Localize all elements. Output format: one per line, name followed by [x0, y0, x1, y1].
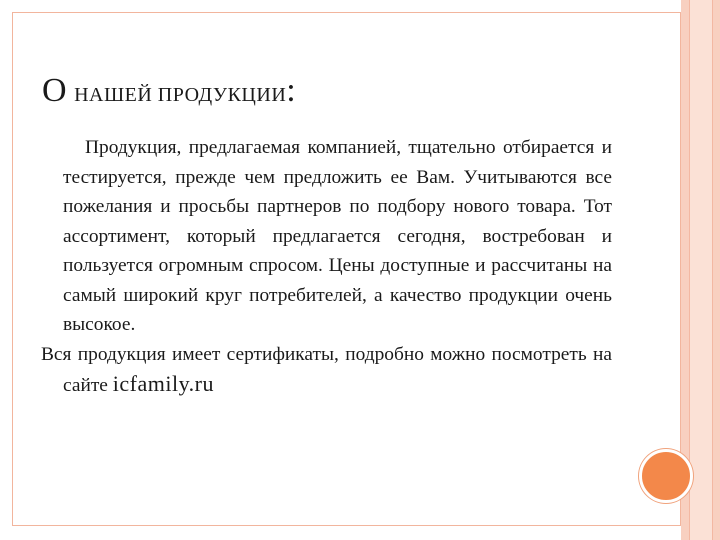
title-colon: :	[286, 72, 297, 109]
paragraph-products: Продукция, предлагаемая компанией, тщательно отбирается и тестируется, прежде чем предложить ее Вам. Учитываются все пожелания и просьбы партнеров по подбору нового товара. Тот ассортимент, который предлагается сегодня, востребован и пользуется огромным спросом. Цены доступные и рассчитаны на самый широкий круг потребителей, а качество продукции очень высокое.	[63, 137, 612, 335]
decorative-circle	[639, 449, 693, 503]
title-first-letter: О	[42, 72, 68, 109]
paragraph-certificates	[41, 340, 612, 401]
website-link[interactable]: icfamily.ru	[112, 371, 214, 396]
title-rest: НАШЕЙ ПРОДУКЦИИ	[74, 84, 287, 106]
certificates-text: Вся продукция имеет сертификаты, подробно можно посмотреть на сайте	[41, 343, 612, 396]
slide-title	[42, 72, 296, 110]
slide-body	[41, 133, 612, 401]
right-decorative-band-inner	[689, 0, 713, 540]
